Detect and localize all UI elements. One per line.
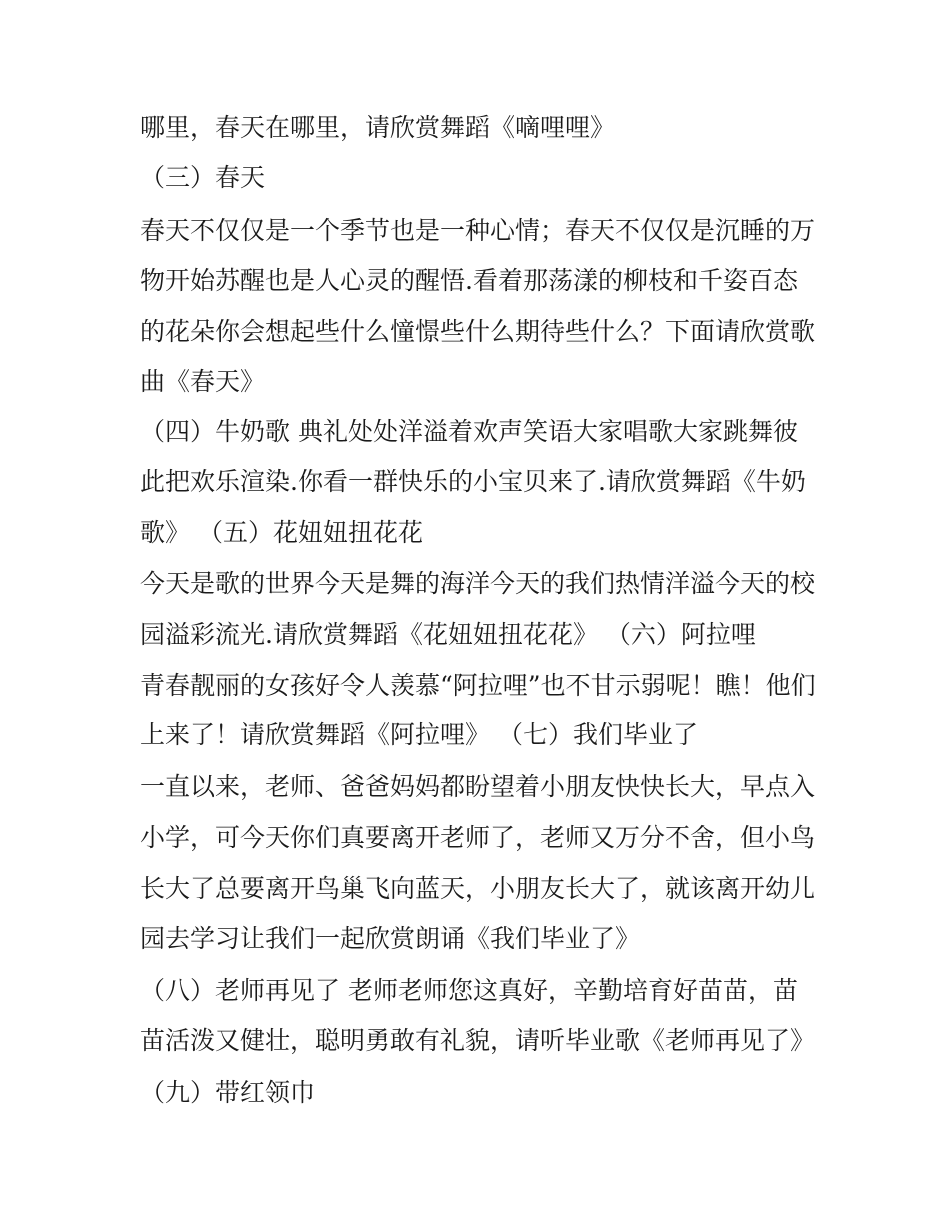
text-line: 春天不仅仅是一个季节也是一种心情；春天不仅仅是沉睡的万	[140, 216, 816, 245]
section-heading: （三）春天	[140, 163, 266, 192]
text-line: 园去学习让我们一起欣赏朗诵《我们毕业了》	[140, 924, 641, 953]
text-line: （四）牛奶歌 典礼处处洋溢着欢声笑语大家唱歌大家跳舞彼	[140, 417, 798, 446]
text-line: 此把欢乐渲染.你看一群快乐的小宝贝来了.请欣赏舞蹈《牛奶	[140, 467, 806, 496]
text-line: 歌》 （五）花妞妞扭花花	[140, 518, 423, 547]
text-line: （八）老师再见了 老师老师您这真好，辛勤培育好苗苗，苗	[140, 976, 798, 1005]
text-line: 物开始苏醒也是人心灵的醒悟.看着那荡漾的柳枝和千姿百态	[140, 266, 798, 295]
text-line: 苗活泼又健壮，聪明勇敢有礼貌，请听毕业歌《老师再见了》	[140, 1026, 816, 1055]
text-line: 青春靓丽的女孩好令人羡慕“阿拉哩”也不甘示弱呢！瞧！他们	[140, 671, 816, 700]
text-line: 哪里，春天在哪里，请欣赏舞蹈《嘀哩哩》	[140, 113, 616, 142]
text-line: 小学，可今天你们真要离开老师了，老师又万分不舍，但小鸟	[140, 823, 816, 852]
section-heading: （九）带红领巾	[140, 1078, 316, 1107]
text-line: 一直以来，老师、爸爸妈妈都盼望着小朋友快快长大，早点入	[140, 772, 816, 801]
text-line: 园溢彩流光.请欣赏舞蹈《花妞妞扭花花》 （六）阿拉哩	[140, 620, 756, 649]
text-line: 的花朵你会想起些什么憧憬些什么期待些什么？下面请欣赏歌	[140, 317, 816, 346]
text-line: 上来了！请欣赏舞蹈《阿拉哩》 （七）我们毕业了	[140, 720, 698, 749]
text-line: 长大了总要离开鸟巢飞向蓝天，小朋友长大了，就该离开幼儿	[140, 874, 816, 903]
text-line: 曲《春天》	[140, 367, 266, 396]
text-line: 今天是歌的世界今天是舞的海洋今天的我们热情洋溢今天的校	[140, 569, 816, 598]
